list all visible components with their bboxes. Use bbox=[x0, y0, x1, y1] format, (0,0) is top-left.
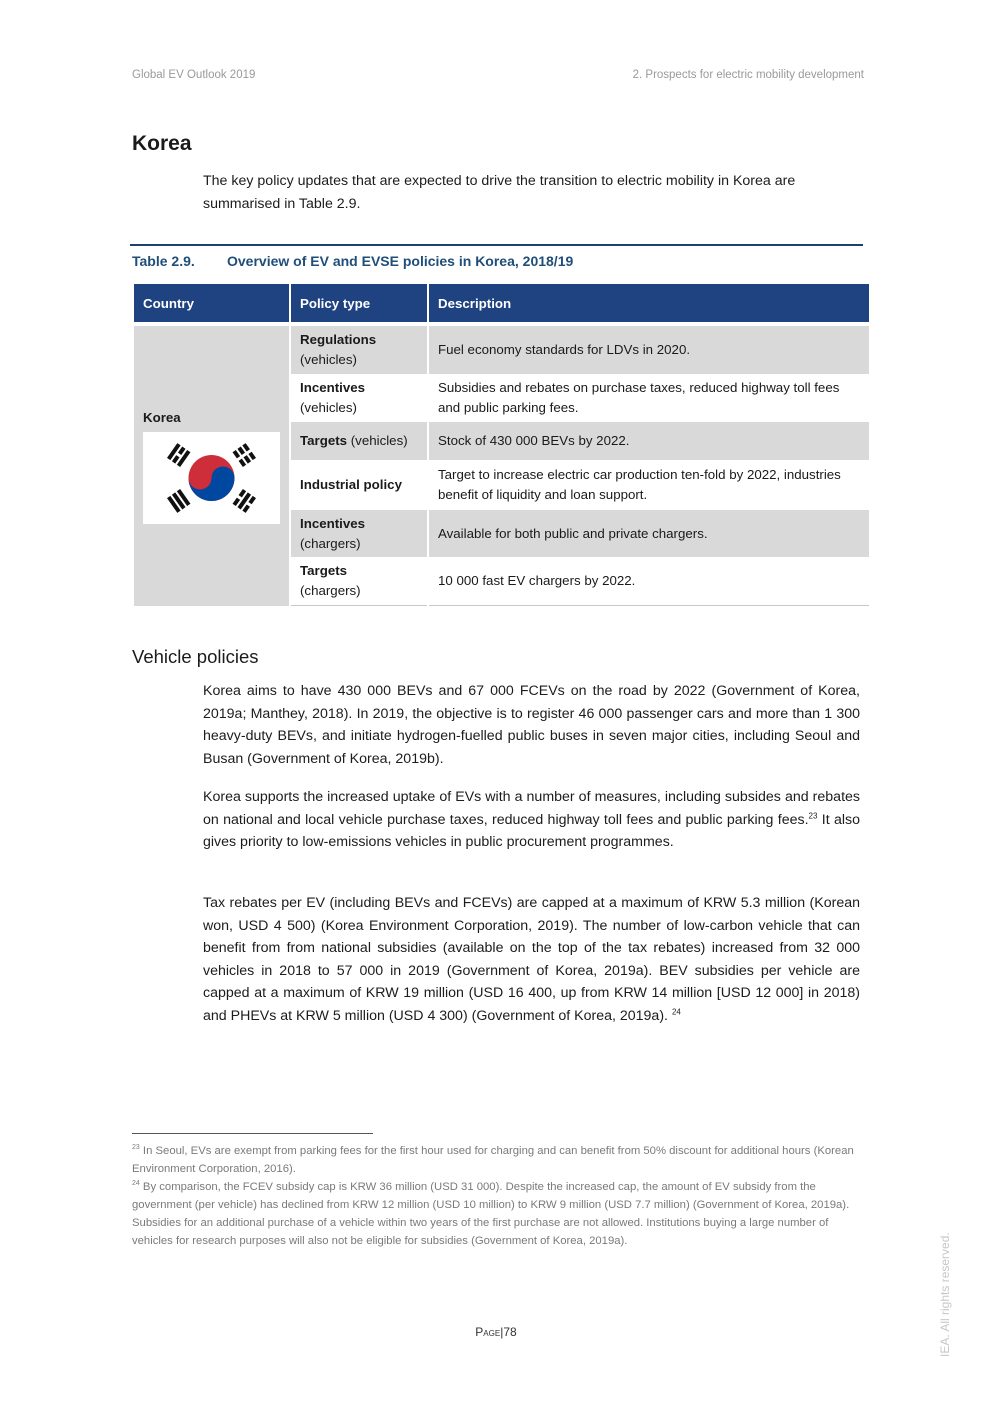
policy-type-name: Targets bbox=[300, 433, 348, 448]
page-separator: | bbox=[500, 1325, 504, 1339]
description-cell: 10 000 fast EV chargers by 2022. bbox=[429, 557, 869, 606]
table-caption-title: Overview of EV and EVSE policies in Korea, 2018/19 bbox=[227, 253, 574, 269]
table-row bbox=[134, 326, 869, 374]
paragraph-text: Tax rebates per EV (including BEVs and FCEVs) are capped at a maximum of KRW 5.3 million (Korean won, USD 4 500) (Korea Environment Corporation, 2019). The number of low-carbon vehicle that can benefit from from national subsidies (available on the top of the tax rebates) increased from 32 000 vehicles in 2018 to 57 000 in 2019 (Government of Korea, 2019a). BEV subsidies per vehicle are capped at a maximum of KRW 19 million (USD 16 400, up from KRW 14 million [USD 12 000] in 2018) and PHEVs at KRW 5 million (USD 4 300) (Government of Korea, 2019a). bbox=[203, 895, 860, 1024]
policy-type-cell bbox=[291, 422, 427, 460]
policy-type-cell bbox=[291, 460, 427, 510]
country-name: Korea bbox=[143, 410, 181, 425]
trigram-bottom-right bbox=[233, 443, 256, 467]
column-header-description: Description bbox=[429, 284, 869, 326]
page-value: 78 bbox=[503, 1325, 517, 1339]
policy-type-qualifier: (vehicles) bbox=[350, 433, 408, 448]
policy-type-cell bbox=[291, 557, 427, 606]
policy-table bbox=[132, 284, 871, 606]
footnote-ref[interactable]: 24 bbox=[671, 1006, 681, 1016]
description-cell: Stock of 430 000 BEVs by 2022. bbox=[429, 422, 869, 460]
running-header-left: Global EV Outlook 2019 bbox=[132, 69, 256, 81]
body-paragraph: Korea aims to have 430 000 BEVs and 67 000 FCEVs on the road by 2022 (Government of Korea, 2019a; Manthey, 2018). In 2019, the objective is to register 46 000 passenger cars and more than 1 300 heavy-duty BEVs, and initiate hydrogen-fuelled public buses in seven major cities, including Seoul and Busan (Government of Korea, 2019b). bbox=[203, 683, 860, 767]
table-caption-number: Table 2.9. bbox=[132, 253, 195, 269]
column-header-policy-type: Policy type bbox=[291, 284, 427, 326]
policy-type-qualifier: (chargers) bbox=[300, 535, 361, 551]
subsection-title: Vehicle policies bbox=[132, 646, 259, 667]
table-caption bbox=[132, 253, 573, 269]
page-label: Page bbox=[475, 1325, 501, 1339]
footnote bbox=[132, 1178, 860, 1250]
table-top-rule bbox=[130, 244, 863, 246]
description-cell: Target to increase electric car production ten-fold by 2022, industries benefit of liquidity and loan support. bbox=[429, 460, 869, 510]
policy-type-name: Industrial policy bbox=[300, 477, 402, 492]
policy-type-cell bbox=[291, 510, 427, 557]
policy-type-qualifier: (chargers) bbox=[300, 583, 361, 598]
policy-type-cell bbox=[291, 374, 427, 422]
body-paragraph bbox=[203, 786, 860, 854]
body-paragraph bbox=[203, 892, 860, 1027]
description-cell: Available for both public and private chargers. bbox=[429, 510, 869, 557]
paragraph-text: Korea supports the increased uptake of EVs with a number of measures, including subsides and rebates on national and local vehicle purchase taxes, reduced highway toll fees and public parking fees. bbox=[203, 789, 860, 828]
footnote-number: 23 bbox=[132, 1144, 140, 1152]
policy-type-name: Incentives bbox=[300, 515, 366, 531]
column-header-country: Country bbox=[134, 284, 289, 326]
description-cell: Subsidies and rebates on purchase taxes, reduced highway toll fees and public parking fees. bbox=[429, 374, 869, 422]
korea-flag-icon bbox=[143, 432, 280, 524]
policy-type-name: Targets bbox=[300, 563, 348, 578]
country-cell bbox=[134, 326, 289, 606]
footnote-text: By comparison, the FCEV subsidy cap is KRW 36 million (USD 31 000). Despite the increased cap, the amount of EV subsidy from the government (per vehicle) has declined from KRW 12 million (USD 10 million) to KRW 9 million (USD 7.7 million) (Government of Korea, 2019a). Subsidies for an additional purchase of a vehicle within two years of the first purchase are not allowed. Institutions buying a large number of vehicles for research purposes will also not be eligible for subsidies (Government of Korea, 2019a). bbox=[132, 1181, 850, 1247]
running-header-right: 2. Prospects for electric mobility development bbox=[632, 69, 864, 81]
policy-type-name: Incentives bbox=[300, 380, 366, 395]
policy-type-qualifier: (vehicles) bbox=[300, 352, 357, 367]
table-header-row bbox=[134, 284, 869, 326]
intro-paragraph: The key policy updates that are expected to drive the transition to electric mobility in Korea are summarised in Table 2.9. bbox=[203, 173, 796, 212]
page-number bbox=[0, 1325, 992, 1339]
policy-type-cell bbox=[291, 326, 427, 374]
trigram-top-left bbox=[167, 489, 190, 513]
policy-type-name: Regulations bbox=[300, 332, 377, 347]
section-title: Korea bbox=[132, 132, 192, 155]
paragraph-text: It also gives priority to low-emissions vehicles in public procurement programmes. bbox=[203, 811, 860, 850]
rights-notice: IEA. All rights reserved. bbox=[938, 1232, 952, 1357]
policy-type-qualifier: (vehicles) bbox=[300, 400, 357, 415]
footnote-text: In Seoul, EVs are exempt from parking fees for the first hour used for charging and can benefit from 50% discount for additional hours (Korean Environment Corporation, 2016). bbox=[132, 1145, 854, 1175]
trigram-bottom-left bbox=[167, 443, 190, 467]
trigram-top-right bbox=[233, 489, 256, 513]
footnote bbox=[132, 1142, 860, 1178]
footnote-rule bbox=[132, 1133, 373, 1134]
footnote-number: 24 bbox=[132, 1180, 140, 1188]
footnote-ref[interactable]: 23 bbox=[808, 810, 818, 820]
description-cell: Fuel economy standards for LDVs in 2020. bbox=[429, 326, 869, 374]
